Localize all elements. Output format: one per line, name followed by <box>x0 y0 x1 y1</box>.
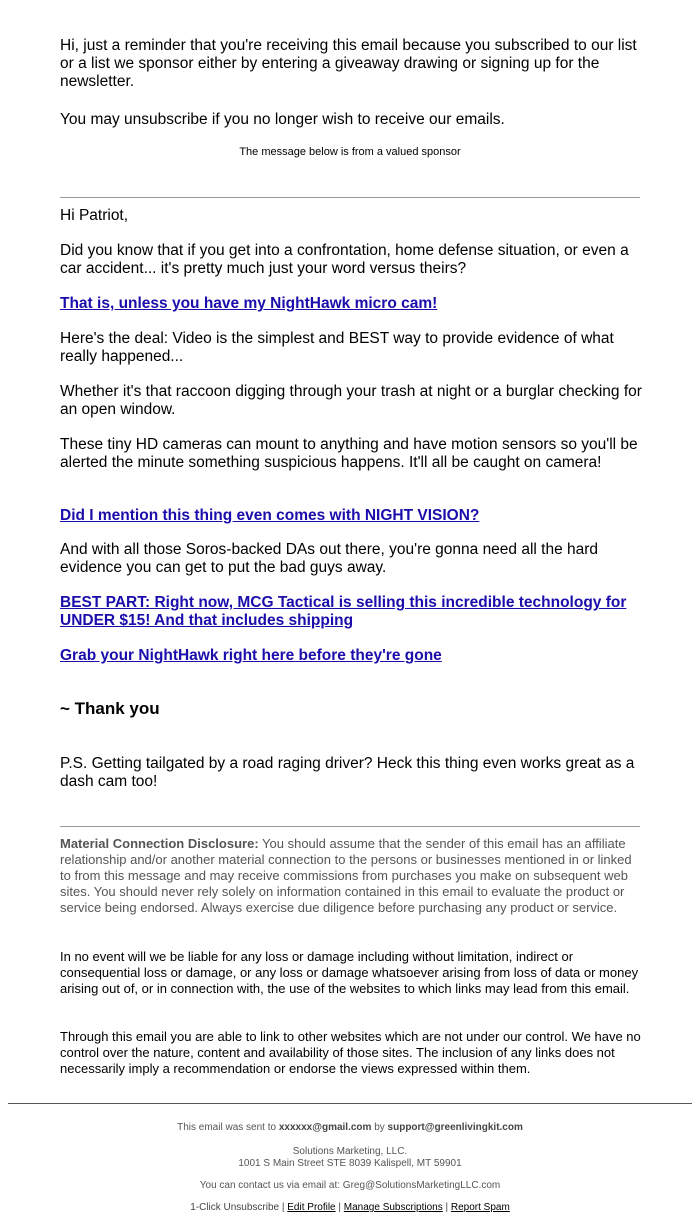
divider-footer <box>8 1103 692 1104</box>
recipient-email: xxxxxx@gmail.com <box>278 1122 372 1133</box>
unsubscribe-note: You may unsubscribe if you no longer wish to receive our emails. <box>60 111 505 128</box>
divider-disclosure <box>60 826 640 827</box>
divider-top <box>60 197 640 198</box>
best-part-link[interactable]: BEST PART: Right now, MCG Tactical is selling this incredible technology for UNDER $15! And that includes shipping <box>60 594 627 629</box>
greeting: Hi Patriot, <box>60 207 129 224</box>
external-links-notice: Through this email you are able to link to other websites which are not under our control. We have no control over the nature, content and availability of those sites. The inclusion of any links does not necessarily imply a recommendation or endorse the views expressed within them. <box>60 1029 641 1076</box>
contact-line: You can contact us via email at: Greg@SolutionsMarketingLLC.com <box>199 1180 501 1191</box>
edit-profile-link[interactable]: Edit Profile <box>287 1202 336 1213</box>
liability-notice: In no event will we be liable for any loss or damage including without limitation, indirect or consequential loss or damage, or any loss or damage whatsoever arising from loss of data or money arising out of, or in connection with, the use of the websites to which links may lead from this email. <box>60 949 639 996</box>
paragraph-deal: Here's the deal: Video is the simplest and BEST way to provide evidence of what really happened... <box>60 330 614 365</box>
paragraph-confrontation: Did you know that if you get into a confrontation, home defense situation, or even a car accident... it's pretty much just your word versus theirs? <box>60 242 629 277</box>
night-vision-link[interactable]: Did I mention this thing even comes with NIGHT VISION? <box>60 507 480 524</box>
company-address: 1001 S Main Street STE 8039 Kalispell, MT 59901 <box>238 1158 462 1169</box>
nighthawk-link[interactable]: That is, unless you have my NightHawk micro cam! <box>60 295 438 312</box>
footer-links: 1-Click Unsubscribe | Edit Profile | Manage Subscriptions | Report Spam <box>190 1202 510 1213</box>
material-disclosure <box>60 836 645 916</box>
paragraph-raccoon: Whether it's that raccoon digging through your trash at night or a burglar checking for an open window. <box>60 383 642 418</box>
signoff: ~ Thank you <box>60 699 160 718</box>
sponsor-note: The message below is from a valued sponsor <box>239 146 461 158</box>
company-name: Solutions Marketing, LLC. <box>292 1146 408 1157</box>
disclosure-text: You should assume that the sender of this email has an affiliate relationship and/or another material connection to the persons or businesses mentioned in or linked to from this message and may receive commissions from purchases you make on subsequent web sites. You should never rely solely on information contained in this email to evaluate the product or service being endorsed. Always exercise due diligence before purchasing any product or service. <box>60 836 632 915</box>
disclosure-label: Material Connection Disclosure: <box>60 836 259 851</box>
sender-email: support@greenlivingkit.com <box>387 1122 523 1133</box>
subscription-reminder: Hi, just a reminder that you're receiving this email because you subscribed to our list or a list we sponsor either by entering a giveaway drawing or signing up for the newsletter. <box>60 37 637 90</box>
sent-to-line: This email was sent to xxxxxx@gmail.com by support@greenlivingkit.com <box>177 1122 523 1133</box>
grab-nighthawk-link[interactable]: Grab your NightHawk right here before they're gone <box>60 647 442 664</box>
paragraph-cameras: These tiny HD cameras can mount to anything and have motion sensors so you'll be alerted the minute something suspicious happens. It'll all be caught on camera! <box>60 436 638 471</box>
report-spam-link[interactable]: Report Spam <box>450 1202 510 1213</box>
manage-subscriptions-link[interactable]: Manage Subscriptions <box>343 1202 443 1213</box>
paragraph-evidence: And with all those Soros-backed DAs out there, you're gonna need all the hard evidence you can get to put the bad guys away. <box>60 541 599 576</box>
unsubscribe-text: 1-Click Unsubscribe <box>190 1202 280 1213</box>
postscript: P.S. Getting tailgated by a road raging driver? Heck this thing even works great as a dash cam too! <box>60 755 635 790</box>
